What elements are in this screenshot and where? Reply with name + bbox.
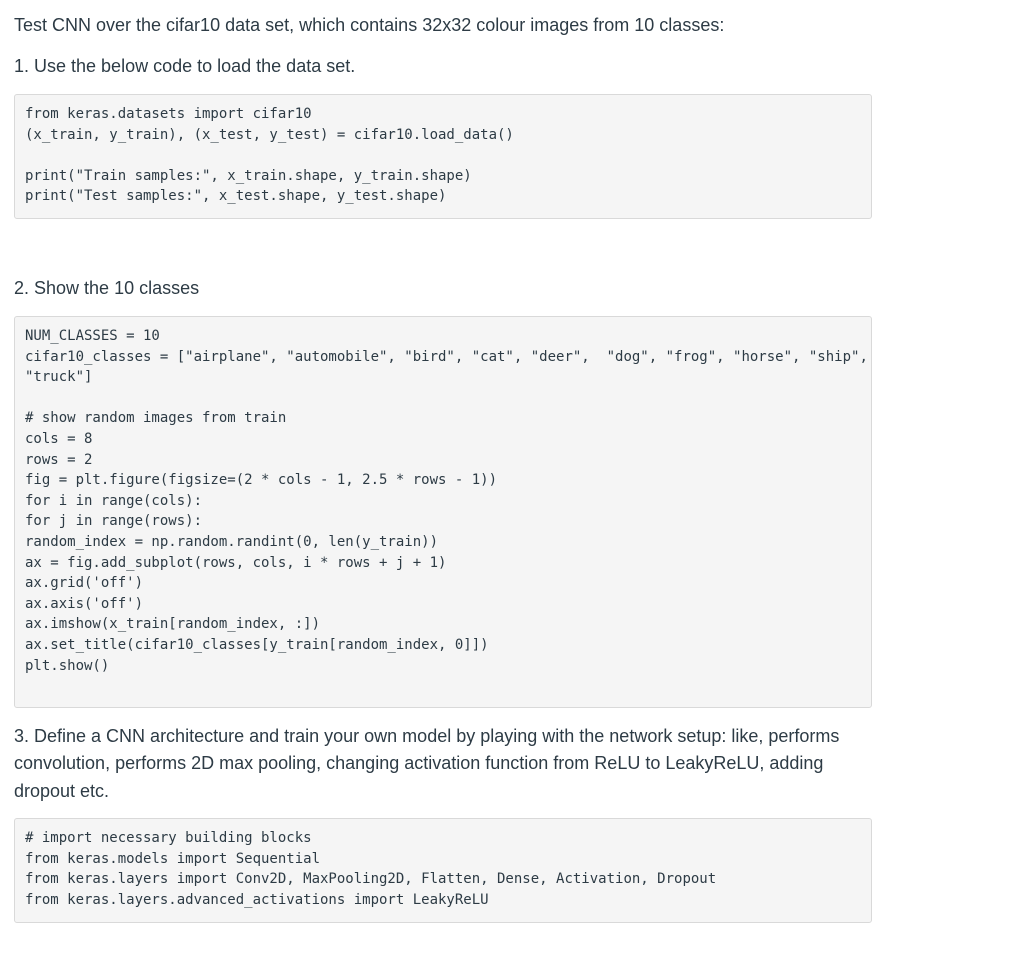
code-line (25, 145, 861, 166)
code-line: from keras.models import Sequential (25, 850, 321, 867)
step1-code-block (14, 94, 872, 219)
code-line: random_index = np.random.randint(0, len(y_train)) (25, 533, 439, 550)
code-line: from keras.datasets import cifar10 (25, 106, 312, 122)
step1-heading: 1. Use the below code to load the data set. (14, 56, 356, 76)
code-line: ax.axis('off') (25, 595, 144, 612)
code-line: ax = fig.add_subplot(rows, cols, i * rows + j + 1) (25, 554, 447, 571)
code-line: ax.set_title(cifar10_classes[y_train[random_index, 0]]) (25, 636, 489, 653)
code-line: cifar10_classes = ["airplane", "automobile", "bird", "cat", "deer", "dog", "frog", "horse", "ship", (25, 348, 868, 365)
code-line: plt.show() (25, 657, 110, 674)
step3-heading-line-1: 3. Define a CNN architecture and train your own model by playing with the network setup: like, performs (14, 726, 840, 746)
code-line: ax.imshow(x_train[random_index, :]) (25, 616, 321, 633)
intro-text: Test CNN over the cifar10 data set, which contains 32x32 colour images from 10 classes: (14, 15, 725, 35)
step2-heading: 2. Show the 10 classes (14, 278, 200, 298)
code-line: for i in range(cols): (25, 492, 203, 509)
code-line: "truck"] (25, 369, 93, 386)
step3-code-block (14, 818, 872, 923)
step2-code-block (14, 316, 872, 708)
code-line: for j in range(rows): (25, 513, 203, 530)
code-line: fig = plt.figure(figsize=(2 * cols - 1, 2.5 * rows - 1)) (25, 472, 498, 489)
code-line: from keras.layers import Conv2D, MaxPooling2D, Flatten, Dense, Activation, Dropout (25, 871, 717, 888)
code-line: # import necessary building blocks (25, 830, 312, 846)
step3-heading-line-2: convolution, performs 2D max pooling, changing activation function from ReLU to LeakyReLU, adding (14, 753, 824, 773)
code-line: cols = 8 (25, 430, 93, 447)
code-line: print("Test samples:", x_test.shape, y_test.shape) (25, 188, 447, 205)
step3-heading-line-3: dropout etc. (14, 781, 110, 801)
code-line: print("Train samples:", x_train.shape, y_train.shape) (25, 167, 472, 184)
code-line (25, 388, 861, 409)
code-line: (x_train, y_train), (x_test, y_test) = cifar10.load_data() (25, 126, 514, 143)
code-line: rows = 2 (25, 451, 93, 468)
code-line: from keras.layers.advanced_activations import LeakyReLU (25, 891, 489, 908)
code-line: ax.grid('off') (25, 575, 144, 592)
code-line: NUM_CLASSES = 10 (25, 328, 160, 344)
code-line: # show random images from train (25, 410, 287, 427)
